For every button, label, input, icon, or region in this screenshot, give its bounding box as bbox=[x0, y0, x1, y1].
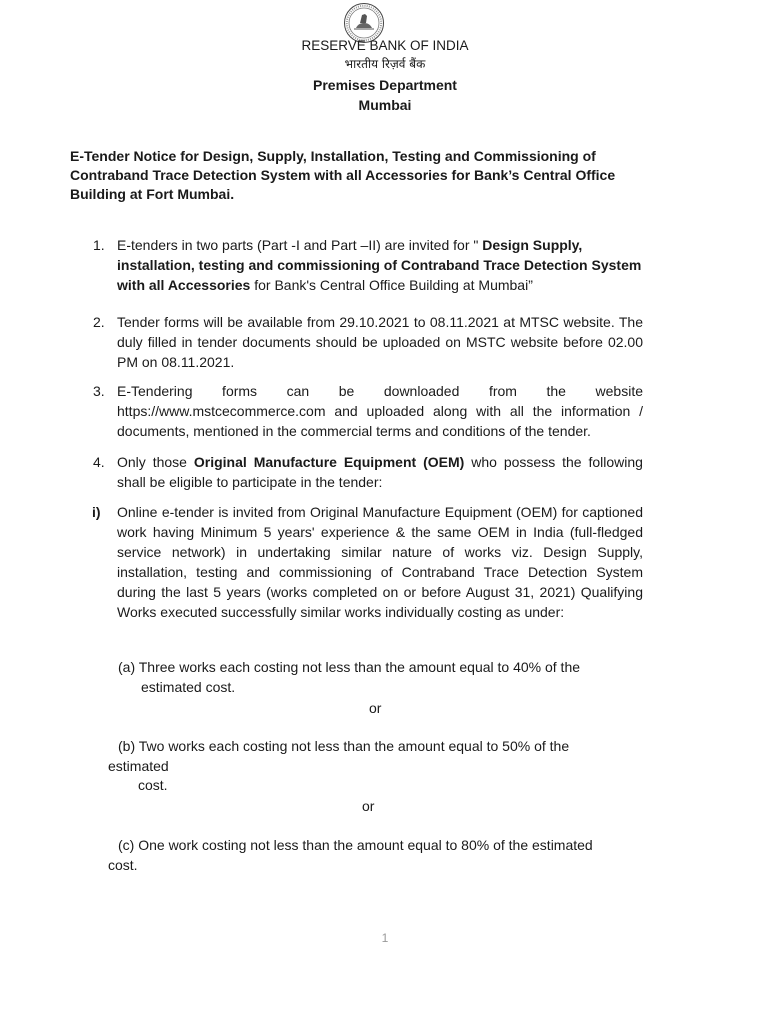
condition-c-line: (c) One work costing not less than the amount equal to 80% of the estimated bbox=[118, 837, 593, 853]
page-number: 1 bbox=[381, 931, 389, 945]
item-number: 4. bbox=[93, 454, 105, 470]
list-item bbox=[117, 452, 643, 492]
org-name-hindi: भारतीय रिज़र्व बैंक bbox=[344, 57, 426, 71]
condition-c-line: cost. bbox=[108, 857, 138, 873]
org-name-english: RESERVE BANK OF INDIA bbox=[301, 38, 469, 53]
item-number: 2. bbox=[93, 314, 105, 330]
city-name: Mumbai bbox=[358, 97, 412, 113]
department-name: Premises Department bbox=[313, 77, 457, 93]
item-number: 3. bbox=[93, 383, 105, 399]
or-separator: or bbox=[369, 700, 382, 716]
item-number: i) bbox=[92, 504, 101, 520]
list-item: Tender forms will be available from 29.10.2021 to 08.11.2021 at MTSC website. The duly filled in tender documents should be uploaded on MSTC website before 02.00 PM on 08.11.2021. bbox=[117, 314, 643, 370]
condition-a-line: (a) Three works each costing not less than the amount equal to 40% of the bbox=[118, 659, 581, 675]
item-text: who possess the following shall be eligible to participate in the tender: bbox=[117, 454, 643, 490]
item-text: E-tenders in two parts (Part -I and Part –II) are invited for " bbox=[117, 237, 483, 253]
condition-b-line: cost. bbox=[138, 777, 168, 793]
item-text: for Bank's Central Office Building at Mumbai” bbox=[250, 277, 533, 293]
or-separator: or bbox=[362, 798, 375, 814]
condition-a-line: estimated cost. bbox=[141, 679, 236, 695]
item-text: Only those bbox=[117, 454, 194, 470]
list-item: Online e-tender is invited from Original Manufacture Equipment (OEM) for captioned work having Minimum 5 years' experience & the same OEM in India (full-fledged service network) in undertaking similar nature of works viz. Design Supply, installation, testing and commissioning of Contraband Trace Detection System during the last 5 years (works completed on or before August 31, 2021) Qualifying Works executed successfully similar works individually costing as under: bbox=[117, 504, 643, 620]
item-number: 1. bbox=[93, 237, 105, 253]
condition-b-line: (b) Two works each costing not less than the amount equal to 50% of the bbox=[118, 738, 570, 754]
condition-b-line: estimated bbox=[108, 758, 169, 774]
item-emphasis: Original Manufacture Equipment (OEM) bbox=[193, 454, 465, 470]
list-item: E-Tendering forms can be downloaded from the website https://www.mstcecommerce.com and uploaded along with all the information / documents, mentioned in the commercial terms and conditions of the tender. bbox=[117, 383, 643, 439]
list-item bbox=[117, 235, 643, 295]
notice-title: E-Tender Notice for Design, Supply, Installation, Testing and Commissioning of Contraband Trace Detection System with all Accessories for Bank’s Central Office Building at Fort Mumbai. bbox=[70, 148, 616, 202]
item-emphasis: Design Supply, installation, testing and commissioning of Contraband Trace Detection System with all Accessories bbox=[117, 237, 642, 293]
